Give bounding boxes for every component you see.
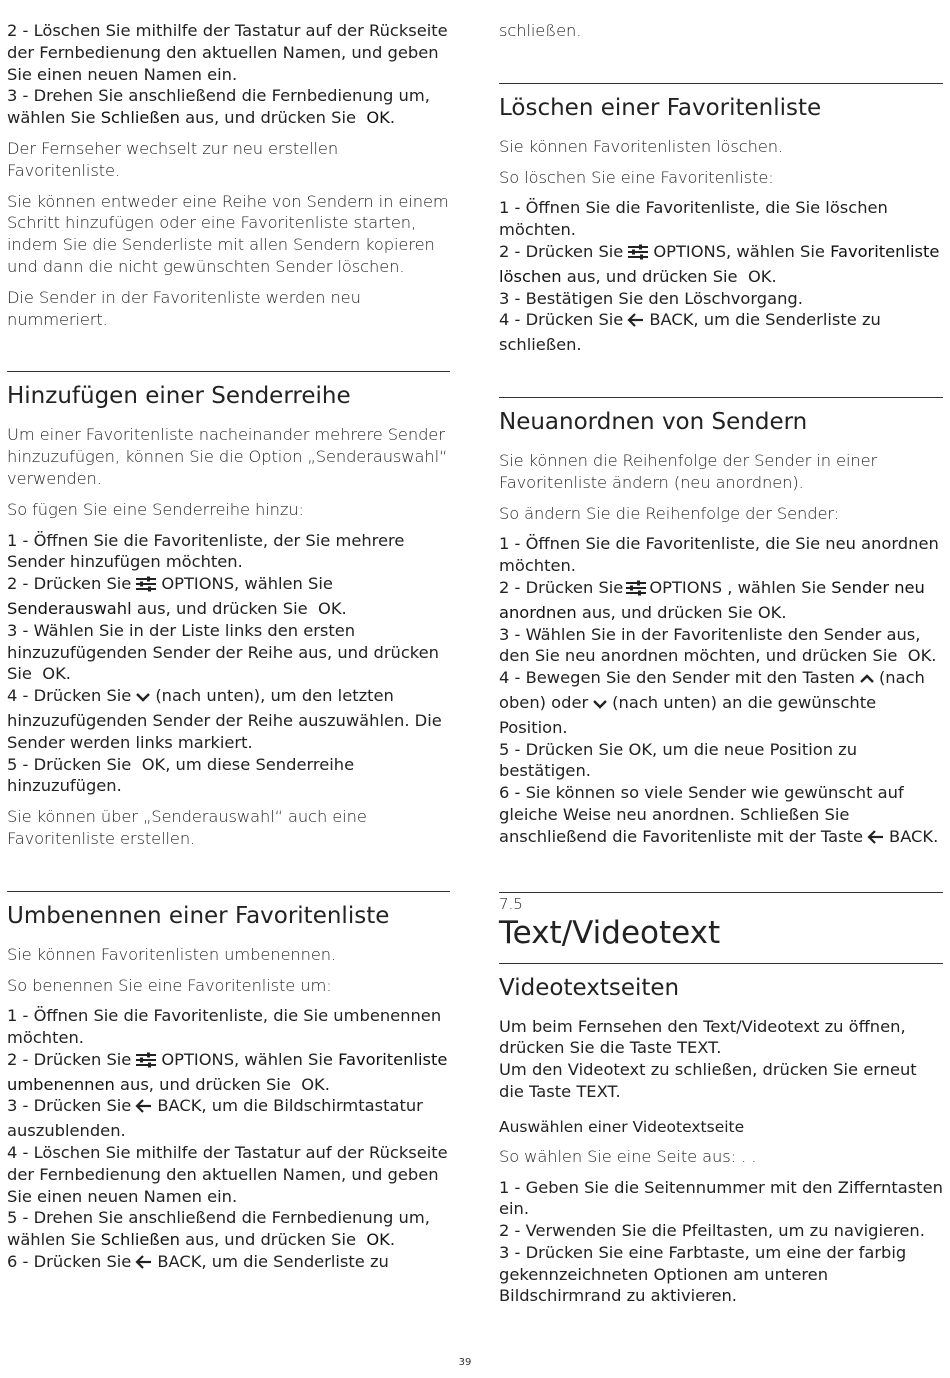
step: 4 - Drücken Sie (nach unten), um den letzten hinzuzufügenden Sender der Reihe auszuwählen. Die Sender werden links markiert. (7, 686, 442, 752)
paragraph: So fügen Sie eine Senderreihe hinzu: (7, 499, 304, 519)
step: 5 - Drücken Sie OK, um die neue Position zu bestätigen. (499, 739, 858, 781)
section-title-reorder: Neuanordnen von Sendern (499, 408, 808, 435)
options-icon (625, 580, 647, 602)
step: 3 - Bestätigen Sie den Löschvorgang. (499, 288, 803, 308)
subsection-title: Auswählen einer Videotextseite (499, 1117, 745, 1136)
intro-steps (7, 20, 450, 129)
step: 3 - Drücken Sie BACK, um die Bildschirmtastatur auszublenden. (7, 1096, 423, 1141)
paragraph: schließen. (499, 21, 582, 40)
intro-step-3: 3 - Drehen Sie anschließend die Fernbedienung um, wählen Sie Schließen aus, und drücken Sie OK. (7, 86, 430, 128)
step: 2 - Drücken Sie OPTIONS, wählen Sie Favoritenliste umbenennen aus, und drücken Sie OK. (7, 1049, 448, 1094)
step: 1 - Öffnen Sie die Favoritenliste, die Sie umbenennen möchten. (7, 1006, 442, 1048)
step: 1 - Öffnen Sie die Favoritenliste, die Sie löschen möchten. (499, 198, 888, 240)
intro-step-2: 2 - Löschen Sie mithilfe der Tastatur auf der Rückseite der Fernbedienung den aktuellen Namen, und geben Sie einen neuen Namen ein. (7, 21, 448, 84)
step: 2 - Drücken Sie OPTIONS, wählen Sie Favoritenliste löschen aus, und drücken Sie OK. (499, 241, 940, 286)
step: 1 - Öffnen Sie die Favoritenliste, der Sie mehrere Sender hinzufügen möchten. (7, 530, 405, 572)
step: 2 - Drücken Sie OPTIONS , wählen Sie Sender neu anordnen aus, und drücken Sie OK. (499, 577, 925, 622)
section-title-teletext: Videotextseiten (499, 974, 680, 1001)
step: 1 - Öffnen Sie die Favoritenliste, die Sie neu anordnen möchten. (499, 534, 939, 576)
chevron-up-icon (859, 670, 875, 692)
step: 4 - Löschen Sie mithilfe der Tastatur auf der Rückseite der Fernbedienung den aktuellen Namen, und geben Sie einen neuen Namen ein. (7, 1143, 448, 1206)
step: 5 - Drehen Sie anschließend die Fernbedienung um, wählen Sie Schließen aus, und drücken Sie OK. (7, 1208, 430, 1250)
paragraph: Der Fernseher wechselt zur neu erstellen Favoritenliste. (7, 138, 339, 180)
range-steps (7, 530, 450, 798)
step: 2 - Drücken Sie OPTIONS, wählen Sie Senderauswahl aus, und drücken Sie OK. (7, 574, 347, 618)
step: 2 - Verwenden Sie die Pfeiltasten, um zu navigieren. (499, 1221, 925, 1241)
section-divider (7, 371, 450, 372)
chevron-down-icon (592, 695, 608, 717)
paragraph: Um beim Fernsehen den Text/Videotext zu öffnen, drücken Sie die Taste TEXT. (499, 1016, 906, 1058)
teletext-intro (499, 1016, 943, 1103)
step: 6 - Drücken Sie BACK, um die Senderliste zu (7, 1251, 450, 1276)
rename-steps (7, 1005, 450, 1276)
delete-steps (499, 197, 943, 356)
back-arrow-icon (135, 1254, 153, 1276)
step: 5 - Drücken Sie OK, um diese Senderreihe hinzuzufügen. (7, 754, 355, 796)
paragraph: Sie können über „Senderauswahl“ auch eine Favoritenliste erstellen. (7, 807, 367, 848)
right-column (499, 20, 943, 1316)
paragraph: So benennen Sie eine Favoritenliste um: (7, 975, 332, 995)
paragraph: Sie können Favoritenlisten umbenennen. (7, 944, 337, 964)
back-arrow-icon (135, 1098, 153, 1120)
paragraph: Sie können Favoritenlisten löschen. (499, 136, 784, 156)
step: 1 - Geben Sie die Seitennummer mit den Zifferntasten ein. (499, 1177, 943, 1219)
section-divider (499, 397, 943, 398)
chapter-number: 7.5 (499, 894, 523, 913)
options-icon (135, 576, 157, 598)
section-title-delete: Löschen einer Favoritenliste (499, 94, 822, 121)
paragraph: Um einer Favoritenliste nacheinander mehrere Sender hinzuzufügen, können Sie die Option „Senderauswahl“ verwenden. (7, 425, 448, 488)
step: 6 - Sie können so viele Sender wie gewünscht auf gleiche Weise neu anordnen. Schließen Sie anschließend die Favoritenliste mit der Taste BACK. (499, 782, 943, 850)
teletext-steps (499, 1177, 943, 1308)
paragraph: So ändern Sie die Reihenfolge der Sender: (499, 503, 840, 523)
paragraph: So wählen Sie eine Seite aus: . . (499, 1146, 757, 1166)
paragraph: So löschen Sie eine Favoritenliste: (499, 167, 774, 187)
paragraph: Die Sender in der Favoritenliste werden neu nummeriert. (7, 287, 361, 329)
chapter-divider (499, 892, 943, 893)
page-number: 39 (458, 1357, 472, 1368)
chapter-title: Text/Videotext (499, 914, 721, 951)
paragraph: Sie können entweder eine Reihe von Sendern in einem Schritt hinzufügen oder eine Favoritenliste starten, indem Sie die Senderliste mit allen Sendern kopieren und dann die nicht gewünschten Sender löschen. (7, 191, 449, 276)
step: 3 - Wählen Sie in der Favoritenliste den Sender aus, den Sie neu anordnen möchten, und drücken Sie OK. (499, 624, 937, 666)
section-title-rename: Umbenennen einer Favoritenliste (7, 902, 390, 929)
step: 3 - Drücken Sie eine Farbtaste, um eine der farbig gekennzeichneten Optionen am unteren Bildschirmrand zu aktivieren. (499, 1242, 907, 1306)
step: 4 - Bewegen Sie den Sender mit den Tasten (nach oben) oder (nach unten) an die gewünschte Position. (499, 668, 925, 737)
step: 3 - Wählen Sie in der Liste links den ersten hinzuzufügenden Sender der Reihe aus, und drücken Sie OK. (7, 620, 439, 684)
left-column (7, 20, 450, 1285)
paragraph: Um den Videotext zu schließen, drücken Sie erneut die Taste TEXT. (499, 1060, 917, 1101)
section-divider (499, 83, 943, 84)
section-divider (499, 963, 943, 964)
back-arrow-icon (627, 312, 645, 334)
section-divider (7, 891, 450, 892)
reorder-steps (499, 533, 943, 850)
options-icon (627, 244, 649, 266)
paragraph: Sie können die Reihenfolge der Sender in einer Favoritenliste ändern (neu anordnen). (499, 450, 878, 492)
options-icon (135, 1052, 157, 1074)
section-title-range: Hinzufügen einer Senderreihe (7, 383, 351, 410)
step: 4 - Drücken Sie BACK, um die Senderliste zu schließen. (499, 310, 881, 355)
chevron-down-icon (135, 688, 151, 710)
back-arrow-icon (867, 829, 885, 851)
